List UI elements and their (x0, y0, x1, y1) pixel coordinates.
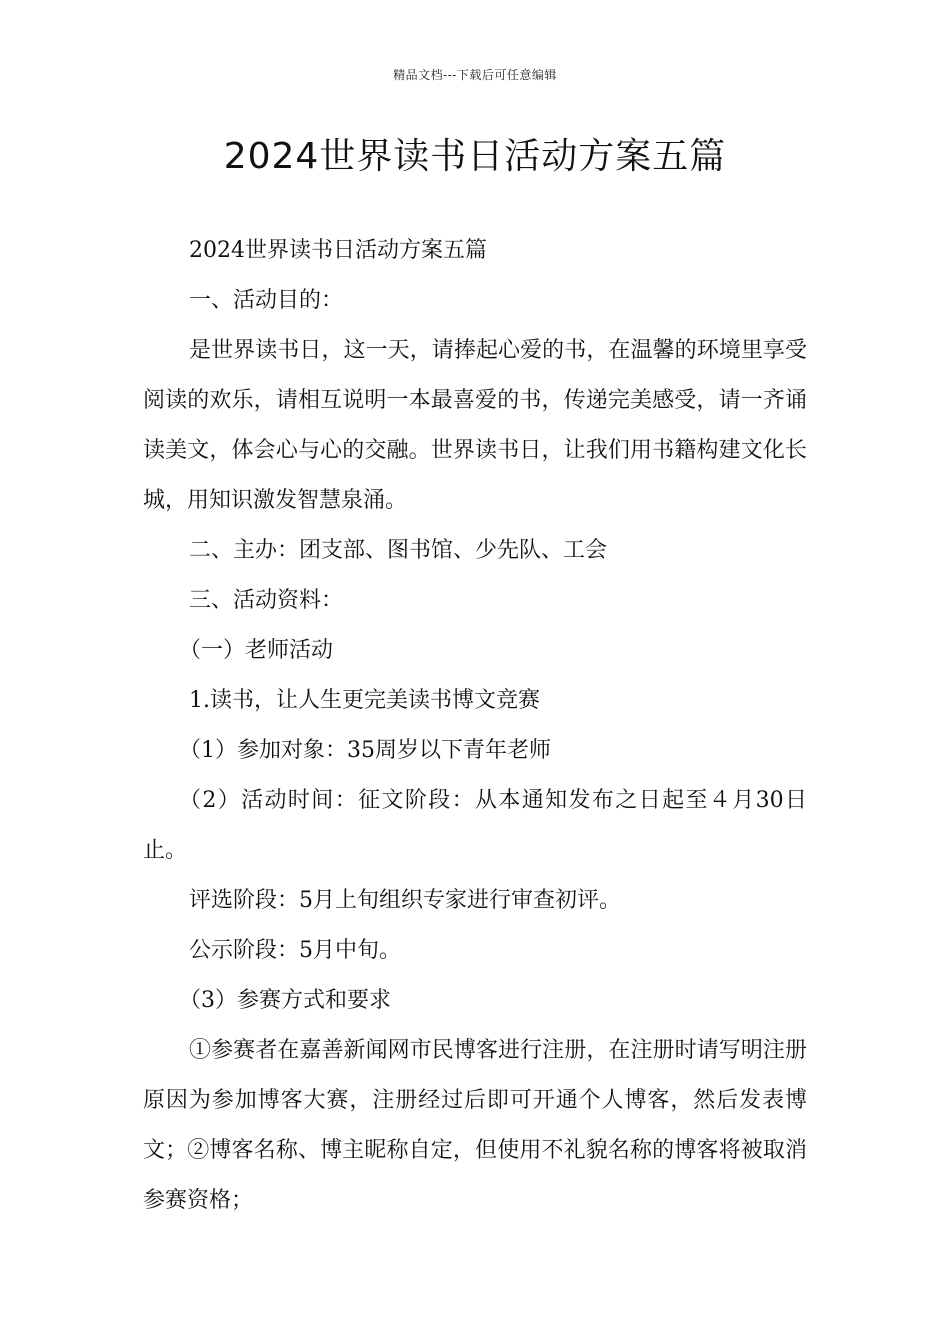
paragraph-item-1: 1.读书，让人生更完美读书博文竞赛 (189, 688, 540, 713)
header-note: 精品文档---下载后可任意编辑 (393, 68, 557, 82)
paragraph-entry-requirements: ①参赛者在嘉善新闻网市民博客进行注册，在注册时请写明注册原因为参加博客大赛，注册经过后即可开通个人博客，然后发表博文；②博客名称、博主昵称自定，但使用不礼貌名称的博客将被取消参赛资格； (143, 1038, 807, 1213)
paragraph-section-3-heading: 三、活动资料： (189, 588, 344, 613)
paragraph-purpose: 是世界读书日，这一天，请捧起心爱的书，在温馨的环境里享受阅读的欢乐，请相互说明一本最喜爱的书，传递完美感受，请一齐诵读美文，体会心与心的交融。世界读书日，让我们用书籍构建文化长城，用知识激发智慧泉涌。 (143, 338, 807, 513)
paragraph-publicity-stage: 公示阶段：5月中旬。 (189, 938, 401, 963)
paragraph-activity-time: （2）活动时间：征文阶段：从本通知发布之日起至４月30日止。 (143, 788, 807, 863)
paragraph-section-1-heading: 一、活动目的： (189, 288, 344, 313)
paragraph-judging-stage: 评选阶段：5月上旬组织专家进行审查初评。 (189, 888, 621, 913)
document-body (143, 226, 807, 1226)
paragraph-subtitle: 2024世界读书日活动方案五篇 (189, 238, 487, 263)
paragraph-participants: （1）参加对象：35周岁以下青年老师 (179, 738, 551, 763)
document-title: 2024世界读书日活动方案五篇 (223, 136, 727, 177)
paragraph-organizers: 二、主办：团支部、图书馆、少先队、工会 (189, 538, 608, 563)
paragraph-entry-method-heading: （3）参赛方式和要求 (179, 988, 391, 1013)
paragraph-teacher-activities: （一）老师活动 (179, 638, 334, 663)
